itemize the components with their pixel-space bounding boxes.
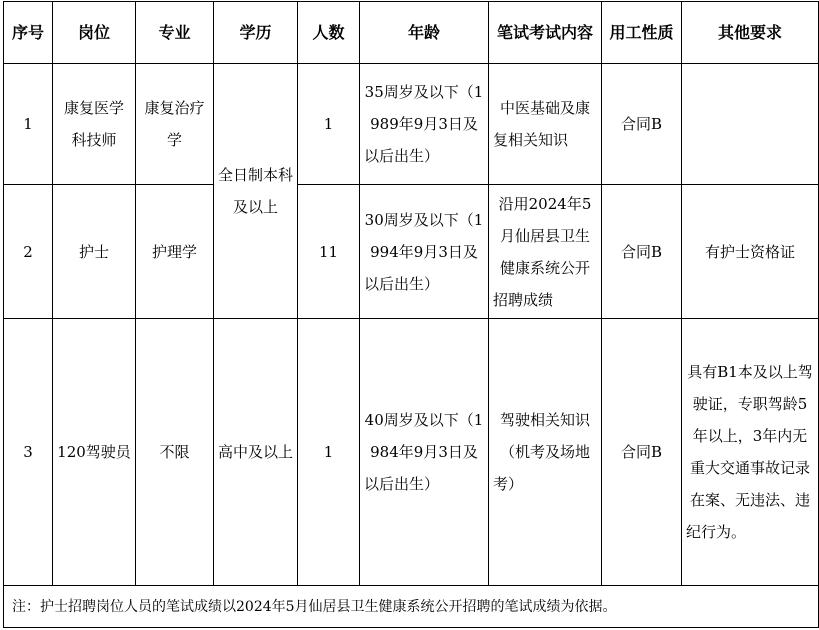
row2-other: 有护士资格证 — [682, 185, 819, 319]
row3-education: 高中及以上 — [214, 319, 298, 586]
row2-exam: 沿用2024年5月仙居县卫生健康系统公开招聘成绩 — [489, 185, 602, 319]
row2-position: 护士 — [53, 185, 136, 319]
row2-age: 30周岁及以下（1994年9月3日及以后出生） — [360, 185, 489, 319]
row3-position: 120驾驶员 — [53, 319, 136, 586]
row1-position: 康复医学科技师 — [53, 64, 136, 185]
row1-count: 1 — [298, 64, 360, 185]
header-seq: 序号 — [4, 2, 53, 64]
row3-age: 40周岁及以下（1984年9月3日及以后出生） — [360, 319, 489, 586]
header-count: 人数 — [298, 2, 360, 64]
header-other: 其他要求 — [682, 2, 819, 64]
row2-count: 11 — [298, 185, 360, 319]
row1-exam: 中医基础及康复相关知识 — [489, 64, 602, 185]
row2-employment: 合同B — [602, 185, 682, 319]
header-exam: 笔试考试内容 — [489, 2, 602, 64]
row1-employment: 合同B — [602, 64, 682, 185]
row2-seq: 2 — [4, 185, 53, 319]
header-position: 岗位 — [53, 2, 136, 64]
header-row — [4, 2, 819, 64]
row3-major: 不限 — [136, 319, 214, 586]
row3-exam: 驾驶相关知识（机考及场地考） — [489, 319, 602, 586]
recruitment-table — [3, 1, 819, 628]
education-merged-cell: 全日制本科及以上 — [214, 64, 298, 319]
row3-seq: 3 — [4, 319, 53, 586]
row3-count: 1 — [298, 319, 360, 586]
table-row — [4, 64, 819, 185]
note-row — [4, 586, 819, 628]
header-major: 专业 — [136, 2, 214, 64]
row3-other: 具有B1本及以上驾驶证，专职驾龄5年以上，3年内无重大交通事故记录在案、无违法、违纪行为。 — [682, 319, 819, 586]
row3-employment: 合同B — [602, 319, 682, 586]
header-education: 学历 — [214, 2, 298, 64]
header-employment: 用工性质 — [602, 2, 682, 64]
table-note: 注：护士招聘岗位人员的笔试成绩以2024年5月仙居县卫生健康系统公开招聘的笔试成绩为依据。 — [4, 586, 819, 628]
row1-age: 35周岁及以下（1989年9月3日及以后出生） — [360, 64, 489, 185]
table-row — [4, 319, 819, 586]
row1-major: 康复治疗学 — [136, 64, 214, 185]
row2-major: 护理学 — [136, 185, 214, 319]
row1-seq: 1 — [4, 64, 53, 185]
header-age: 年龄 — [360, 2, 489, 64]
row1-other — [682, 64, 819, 185]
table-row — [4, 185, 819, 319]
